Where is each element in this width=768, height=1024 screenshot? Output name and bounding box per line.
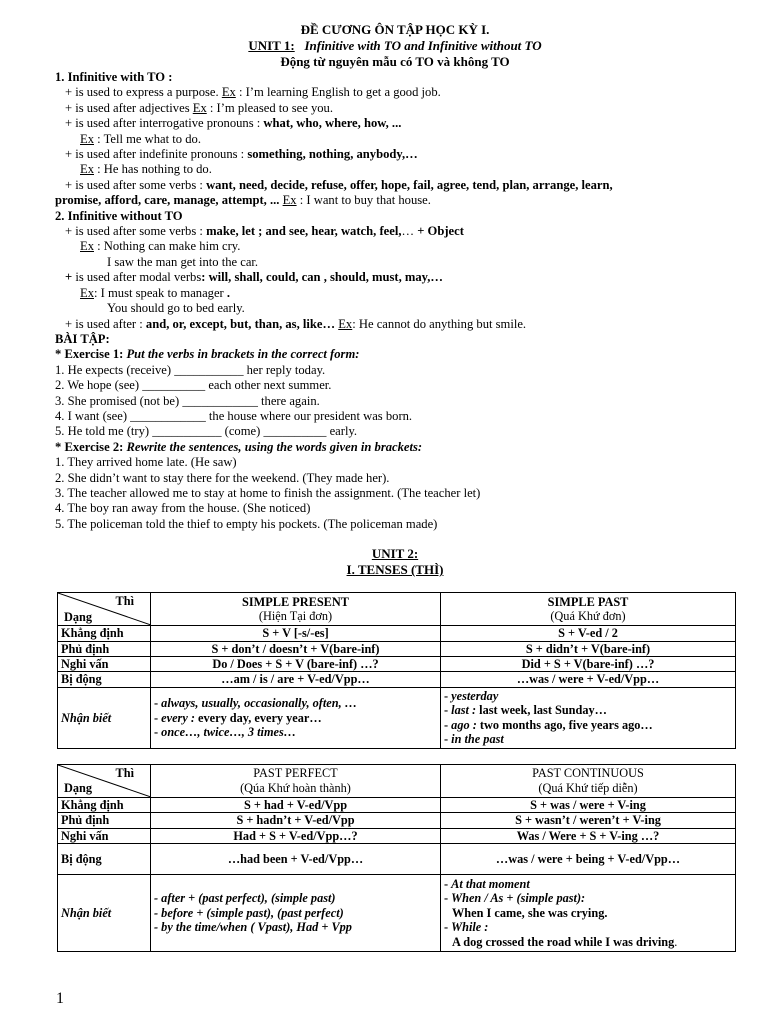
rule-keywords: something, nothing, anybody,… (247, 147, 418, 162)
formula-cell: S + was / were + V-ing (441, 797, 736, 812)
signal-bullet: - (444, 877, 452, 892)
example-text: : Nothing can make him cry. (94, 239, 241, 254)
signal-line (444, 920, 732, 934)
rule-text: … (401, 224, 418, 239)
exercise1-item: 2. We hope (see) __________ each other next summer. (55, 378, 332, 393)
section2-heading: 2. Infinitive without TO (55, 208, 183, 223)
signal-bullet: - (154, 710, 162, 725)
exercise2-item: 3. The teacher allowed me to stay at home to finish the assignment. (The teacher let) (55, 485, 481, 500)
exercise1-item: 1. He expects (receive) ___________ her reply today. (55, 362, 326, 377)
signal-keyword: While : (451, 920, 489, 935)
exercise2-item: 1. They arrived home late. (He saw) (55, 455, 237, 470)
rule-text: + is used after some verbs : (65, 177, 207, 192)
table-corner-header (58, 764, 151, 797)
section1-rule-3-example (55, 132, 735, 147)
rule-text: is used after modal verbs (72, 270, 202, 285)
formula-cell: Was / Were + S + V-ing …? (441, 828, 736, 843)
example-text: : He has nothing to do. (94, 162, 212, 177)
rule-text: + is used after interrogative pronouns : (65, 116, 264, 131)
example-text: : He cannot do anything but smile. (352, 316, 527, 331)
formula-cell: S + V [-s/-es] (151, 626, 441, 641)
column-header (151, 593, 441, 626)
tense-name-vi: (Quá Khứ tiếp diễn) (538, 780, 638, 795)
signal-bullet: - (444, 703, 452, 718)
signal-bullet: - (444, 732, 452, 747)
formula-cell: S + didn’t + V(bare-inf) (441, 641, 736, 656)
rule-text: + is used after some verbs : (65, 224, 207, 239)
signal-bullet: - (444, 920, 452, 935)
example-text: . (226, 285, 231, 300)
unit1-title: Infinitive with TO and Infinitive without TO (304, 38, 542, 53)
tense-name: PAST CONTINUOUS (532, 766, 644, 781)
exercise-label: * Exercise 1: (55, 347, 127, 362)
exercise-label: * Exercise 2: (55, 439, 127, 454)
example-label: Ex (80, 162, 94, 177)
section1-heading: 1. Infinitive with TO : (55, 70, 173, 84)
example-label: Ex (338, 316, 353, 331)
signal-line (444, 703, 732, 717)
header-dang: Dạng (64, 781, 93, 796)
unit2-label: UNIT 2: (371, 546, 419, 562)
signal-keyword: last : (451, 703, 477, 718)
tense-name-vi: (Qúa Khứ hoàn thành) (240, 780, 351, 795)
signal-line: - before + (simple past), (past perfect) (154, 905, 344, 920)
rule-keywords: make, let ; and see, hear, watch, feel, (206, 224, 402, 239)
table-row (58, 672, 736, 687)
unit1-subtitle: Động từ nguyên mẫu có TO và không TO (280, 54, 510, 69)
tense-name-vi: (Hiện Tại đơn) (258, 609, 333, 624)
signal-keyword: once…, twice…, 3 times… (161, 725, 297, 740)
column-header (441, 764, 736, 797)
signal-bullet: - (444, 689, 452, 703)
example-text: : I’m pleased to see you. (206, 100, 334, 115)
example-label: Ex (192, 100, 207, 115)
section2-rule-1-example (55, 239, 735, 254)
signal-keyword: When / As + (simple past): (451, 891, 586, 906)
section2-rule-2-example (55, 286, 735, 301)
column-header (151, 764, 441, 797)
row-label: Nhận biết (58, 875, 151, 952)
section2-rule-2-example-2: You should go to bed early. (107, 301, 245, 316)
formula-cell: …had been + V-ed/Vpp… (151, 844, 441, 875)
exercise-instruction: Rewrite the sentences, using the words given in brackets: (126, 439, 423, 454)
section1-rule-4 (55, 147, 735, 162)
rule-keywords: + Object (417, 224, 464, 239)
exercises-heading: BÀI TẬP: (55, 331, 110, 346)
rule-text: + is used after adjectives (65, 100, 193, 115)
row-label: Bị động (58, 844, 151, 875)
table-header-row (58, 593, 736, 626)
table-corner-header (58, 593, 151, 626)
signal-line: - by the time/when ( Vpast), Had + Vpp (154, 920, 352, 935)
signal-line (154, 696, 437, 710)
tense-name: PAST PERFECT (253, 766, 338, 781)
formula-cell: S + had + V-ed/Vpp (151, 797, 441, 812)
formula-cell: Did + S + V(bare-inf) …? (441, 657, 736, 672)
section2-rule-2 (55, 270, 735, 285)
section1-rule-4-example (55, 162, 735, 177)
rule-keywords: what, who, where, how, ... (263, 116, 402, 131)
table-header-row (58, 764, 736, 797)
signal-words-cell (441, 687, 736, 748)
formula-cell: Had + S + V-ed/Vpp…? (151, 828, 441, 843)
exercise1-item: 4. I want (see) ____________ the house where our president was born. (55, 408, 413, 423)
row-label: Phủ định (58, 813, 151, 828)
section2-rule-1-example-2: I saw the man get into the car. (107, 254, 259, 269)
document-page (55, 22, 735, 952)
example-label: Ex (221, 85, 236, 100)
signal-keyword: At that moment (451, 877, 530, 892)
table-row-signals (58, 687, 736, 748)
row-label: Nhận biết (58, 687, 151, 748)
table-row (58, 797, 736, 812)
exercise1-item: 3. She promised (not be) ____________ there again. (55, 393, 320, 408)
signal-example-text: A dog crossed the road while I was driving (452, 934, 675, 949)
example-label: Ex (80, 131, 94, 146)
signal-bullet: - (444, 717, 452, 732)
tense-table-1 (57, 592, 736, 749)
signal-line (154, 725, 437, 739)
signal-bullet: - (154, 696, 162, 711)
exercise1-item: 5. He told me (try) ___________ (come) __________ early. (55, 424, 358, 439)
example-text: : I must speak to manager (94, 285, 227, 300)
tense-name: SIMPLE PAST (547, 594, 629, 609)
signal-bullet: - (444, 891, 452, 906)
signal-example-text: . (674, 934, 678, 949)
formula-cell: …was / were + being + V-ed/Vpp… (441, 844, 736, 875)
formula-cell: S + hadn’t + V-ed/Vpp (151, 813, 441, 828)
unit1-heading (55, 38, 735, 54)
section1-rule-2 (55, 101, 735, 116)
tense-name: SIMPLE PRESENT (242, 594, 349, 609)
section1-rule-5-cont (55, 193, 735, 208)
example-text: : Tell me what to do. (94, 131, 201, 146)
table-row (58, 641, 736, 656)
signal-line (444, 689, 732, 703)
rule-keywords: : will, shall, could, can , should, must, may,… (201, 270, 444, 285)
rule-text: + (65, 270, 73, 285)
row-label: Bị động (58, 672, 151, 687)
formula-cell: S + wasn’t / weren’t + V-ing (441, 813, 736, 828)
signal-words-cell (151, 687, 441, 748)
example-text: : I’m learning English to get a good job. (235, 85, 441, 100)
section1-rule-5 (55, 178, 735, 193)
unit2-title: I. TENSES (THÌ) (346, 562, 444, 578)
formula-cell: …am / is / are + V-ed/Vpp… (151, 672, 441, 687)
exercise2-heading (55, 440, 735, 455)
rule-keywords: promise, afford, care, manage, attempt, ... (55, 193, 280, 208)
signal-line (444, 732, 732, 746)
example-label: Ex (80, 239, 94, 254)
table-row (58, 828, 736, 843)
table-row (58, 657, 736, 672)
example-text: : I want to buy that house. (296, 193, 431, 208)
signal-keyword: every : (161, 710, 195, 725)
tense-table-2 (57, 764, 736, 952)
signal-example (444, 935, 732, 949)
header-dang: Dạng (64, 609, 93, 624)
unit1-label: UNIT 1: (248, 38, 295, 53)
rule-text: + is used after indefinite pronouns : (65, 147, 248, 162)
exercise2-item: 5. The policeman told the thief to empty his pockets. (The policeman made) (55, 516, 438, 531)
signal-line (154, 711, 437, 725)
rule-keywords: and, or, except, but, than, as, like… (145, 316, 336, 331)
table-row (58, 626, 736, 641)
row-label: Nghi vấn (58, 657, 151, 672)
table-row-signals (58, 875, 736, 952)
header-thi: Thì (115, 594, 134, 609)
exercise-instruction: Put the verbs in brackets in the correct form: (126, 347, 360, 362)
section1-rule-1 (55, 85, 735, 100)
signal-line (444, 877, 732, 891)
exercise2-item: 2. She didn’t want to stay there for the weekend. (They made her). (55, 470, 390, 485)
signal-line (444, 891, 732, 905)
formula-cell: …was / were + V-ed/Vpp… (441, 672, 736, 687)
signal-keyword: ago : (451, 717, 477, 732)
header-thi: Thì (115, 765, 134, 780)
signal-example: every day, every year… (194, 710, 322, 725)
section2-rule-3 (55, 317, 735, 332)
signal-bullet: - (154, 725, 162, 740)
document-title: ĐỀ CƯƠNG ÔN TẬP HỌC KỲ I. (300, 22, 490, 37)
example-label: Ex (282, 193, 297, 208)
example-label: Ex (80, 285, 94, 300)
signal-example: When I came, she was crying. (452, 905, 608, 920)
signal-keyword: always, usually, occasionally, often, … (161, 696, 358, 711)
section2-rule-1 (55, 224, 735, 239)
signal-keyword: yesterday (451, 689, 499, 703)
formula-cell: S + don’t / doesn’t + V(bare-inf) (151, 641, 441, 656)
section1-rule-3 (55, 116, 735, 131)
signal-line: - after + (past perfect), (simple past) (154, 891, 336, 906)
page-number: 1 (56, 990, 64, 1007)
formula-cell: Do / Does + S + V (bare-inf) …? (151, 657, 441, 672)
tense-name-vi: (Quá Khứ đơn) (550, 609, 626, 624)
table-row (58, 813, 736, 828)
row-label: Phủ định (58, 641, 151, 656)
rule-text: + is used to express a purpose. (65, 85, 222, 100)
signal-example: last week, last Sunday… (476, 703, 607, 718)
formula-cell: S + V-ed / 2 (441, 626, 736, 641)
column-header (441, 593, 736, 626)
signal-words-cell (441, 875, 736, 952)
row-label: Nghi vấn (58, 828, 151, 843)
signal-words-cell (151, 875, 441, 952)
table-row (58, 844, 736, 875)
rule-text: + is used after : (65, 316, 146, 331)
row-label: Khẳng định (58, 797, 151, 812)
signal-line (444, 718, 732, 732)
exercise2-item: 4. The boy ran away from the house. (She noticed) (55, 501, 311, 516)
signal-keyword: in the past (451, 732, 504, 747)
exercise1-heading (55, 347, 735, 362)
signal-example: two months ago, five years ago… (476, 717, 653, 732)
row-label: Khẳng định (58, 626, 151, 641)
rule-keywords: want, need, decide, refuse, offer, hope, fail, agree, tend, plan, arrange, learn, (206, 177, 613, 192)
